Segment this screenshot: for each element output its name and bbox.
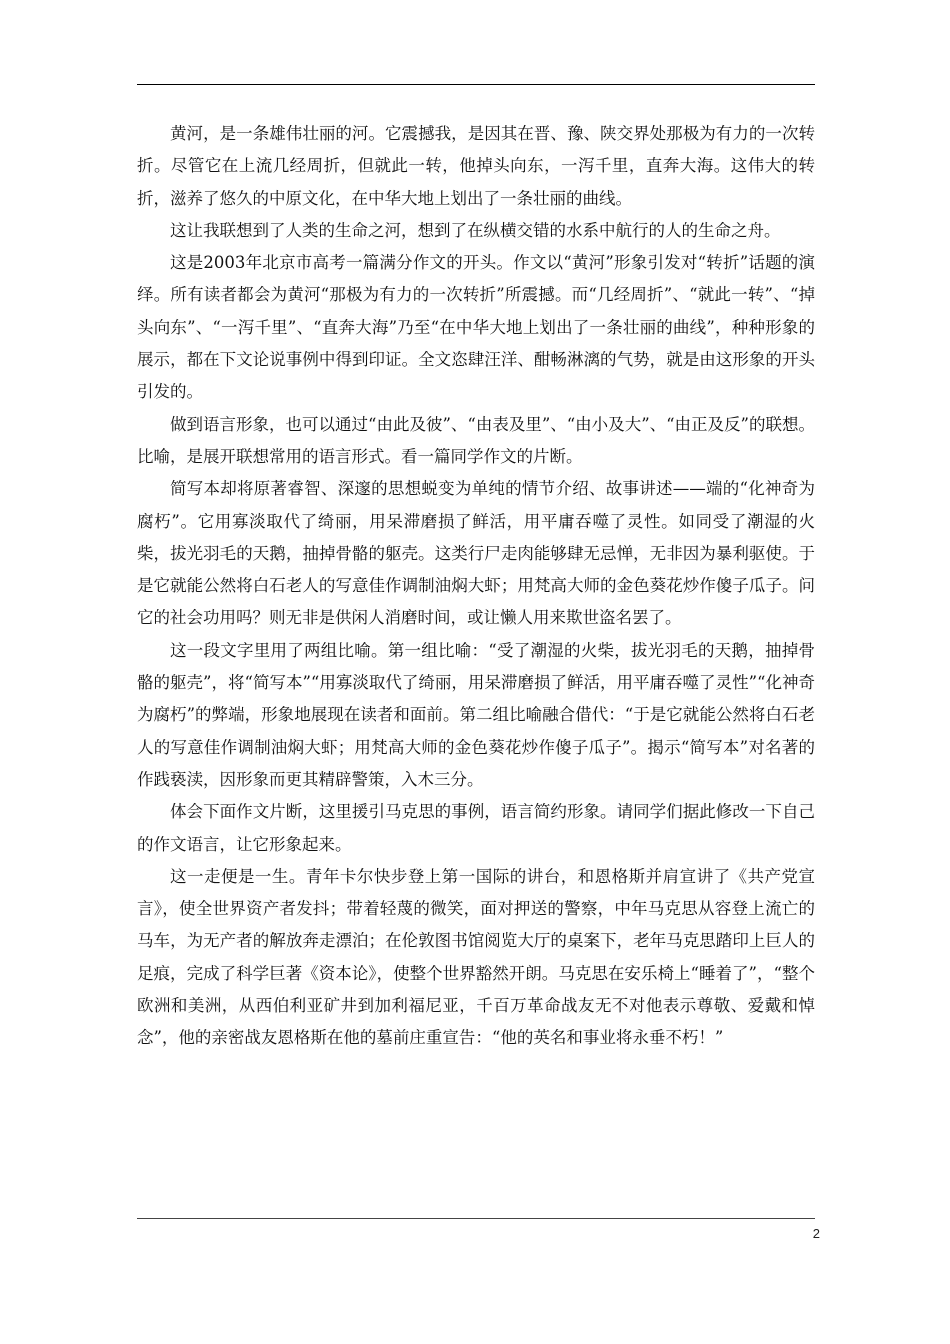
footer-rule (137, 1218, 815, 1219)
header-rule (137, 84, 815, 85)
paragraph: 这是2003年北京市高考一篇满分作文的开头。作文以“黄河”形象引发对“转折”话题的演绎。所有读者都会为黄河“那极为有力的一次转折”所震撼。而“几经周折”、“就此一转”、“掉头向东”、“一泻千里”、“直奔大海”乃至“在中华大地上划出了一条壮丽的曲线”，种种形象的展示，都在下文论说事例中得到印证。全文恣肆汪洋、酣畅淋漓的气势，就是由这形象的开头引发的。 (137, 253, 815, 402)
paragraph: 体会下面作文片断，这里援引马克思的事例，语言简约形象。请同学们据此修改一下自己的作文语言，让它形象起来。 (137, 802, 815, 854)
document-body (137, 118, 815, 1055)
paragraph: 做到语言形象，也可以通过“由此及彼”、“由表及里”、“由小及大”、“由正及反”的联想。比喻，是展开联想常用的语言形式。看一篇同学作文的片断。 (137, 414, 815, 466)
paragraph: 简写本却将原著睿智、深邃的思想蜕变为单纯的情节介绍、故事讲述——端的“化神奇为腐朽”。它用寡淡取代了绮丽，用呆滞磨损了鲜活，用平庸吞噬了灵性。如同受了潮湿的火柴，拔光羽毛的天鹅，抽掉骨骼的躯壳。这类行尸走肉能够肆无忌惮，无非因为暴利驱使。于是它就能公然将白石老人的写意佳作调制油焖大虾；用梵高大师的金色葵花炒作傻子瓜子。问它的社会功用吗？则无非是供闲人消磨时间，或让懒人用来欺世盗名罢了。 (137, 479, 815, 628)
paragraph: 这一段文字里用了两组比喻。第一组比喻：“受了潮湿的火柴，拔光羽毛的天鹅，抽掉骨骼的躯壳”，将“简写本”“用寡淡取代了绮丽，用呆滞磨损了鲜活，用平庸吞噬了灵性”“化神奇为腐朽”的弊端，形象地展现在读者和面前。第二组比喻融合借代：“于是它就能公然将白石老人的写意佳作调制油焖大虾；用梵高大师的金色葵花炒作傻子瓜子”。揭示“简写本”对名著的作践亵渎，因形象而更其精辟警策，入木三分。 (137, 640, 815, 789)
paragraph: 这一走便是一生。青年卡尔快步登上第一国际的讲台，和恩格斯并肩宣讲了《共产党宣言》，使全世界资产者发抖；带着轻蔑的微笑，面对押送的警察，中年马克思从容登上流亡的马车，为无产者的解放奔走漂泊；在伦敦图书馆阅览大厅的桌案下，老年马克思踏印上巨人的足痕，完成了科学巨著《资本论》，使整个世界豁然开朗。马克思在安乐椅上“睡着了”，“整个欧洲和美洲，从西伯利亚矿井到加利福尼亚，千百万革命战友无不对他表示尊敬、爱戴和悼念”，他的亲密战友恩格斯在他的墓前庄重宣告：“他的英名和事业将永垂不朽！” (137, 866, 815, 1048)
paragraph: 这让我联想到了人类的生命之河，想到了在纵横交错的水系中航行的人的生命之舟。 (170, 220, 781, 240)
page-number: 2 (812, 1226, 820, 1241)
paragraph: 黄河，是一条雄伟壮丽的河。它震撼我，是因其在晋、豫、陕交界处那极为有力的一次转折。尽管它在上流几经周折，但就此一转，他掉头向东，一泻千里，直奔大海。这伟大的转折，滋养了悠久的中原文化，在中华大地上划出了一条壮丽的曲线。 (137, 124, 815, 208)
